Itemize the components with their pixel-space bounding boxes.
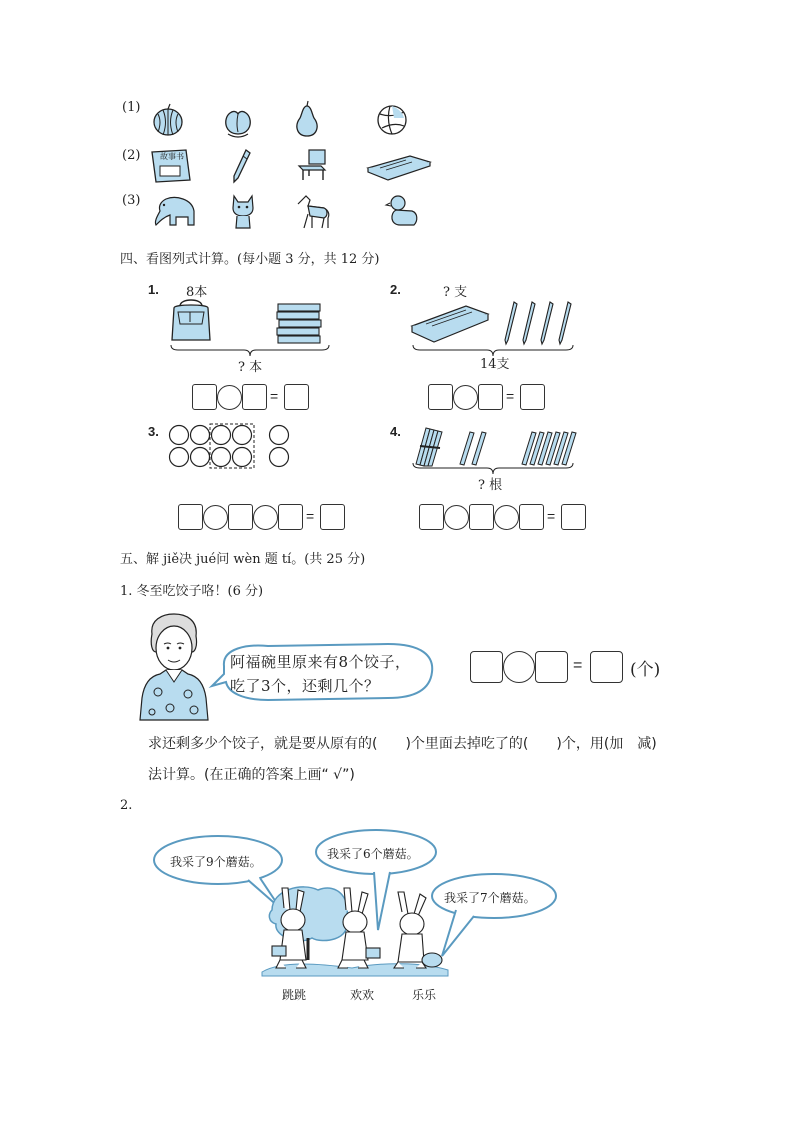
pens-icon (500, 300, 578, 346)
row-label-1: (1) (122, 100, 141, 115)
operator-circle[interactable] (503, 651, 535, 683)
answer-box[interactable] (284, 384, 309, 410)
answer-box[interactable] (470, 651, 503, 683)
equals-sign: = (573, 657, 583, 674)
answer-box[interactable] (320, 504, 345, 530)
bubble-2-text: 我采了6个蘑菇。 (327, 847, 419, 861)
duck-icon (386, 193, 420, 229)
circles-figure (168, 423, 294, 469)
pear-icon (292, 100, 322, 138)
q1-number: 1. (148, 282, 159, 297)
book-stack-icon (274, 302, 324, 344)
answer-box[interactable] (278, 504, 303, 530)
operator-circle[interactable] (453, 385, 478, 410)
p5-q2-number: 2. (120, 798, 133, 813)
grandma-illustration (138, 612, 210, 722)
speech-line-2: 吃了3个，还剩几个？ (230, 677, 380, 695)
q1-top-label: 8本 (186, 285, 208, 300)
answer-box[interactable] (178, 504, 203, 530)
answer-box[interactable] (478, 384, 503, 410)
operator-circle[interactable] (444, 505, 469, 530)
answer-box[interactable] (519, 504, 544, 530)
answer-box[interactable] (428, 384, 453, 410)
horse-icon (294, 192, 334, 232)
watermelon-icon (150, 102, 186, 138)
operator-circle[interactable] (203, 505, 228, 530)
elephant-icon (150, 193, 200, 229)
answer-box[interactable] (228, 504, 253, 530)
part5-title: 五、解 jiě决 jué问 wèn 题 tí。(共 25 分) (120, 552, 366, 567)
equals-sign: = (270, 388, 279, 404)
speech-line-1: 阿福碗里原来有8个饺子， (230, 653, 411, 671)
answer-box[interactable] (192, 384, 217, 410)
answer-box[interactable] (469, 504, 494, 530)
equals-sign: = (547, 508, 556, 524)
answer-box[interactable] (535, 651, 568, 683)
q2-bottom-label: 14支 (480, 357, 510, 372)
row-label-2: (2) (122, 148, 141, 163)
operator-circle[interactable] (217, 385, 242, 410)
operator-circle[interactable] (494, 505, 519, 530)
equals-sign: = (306, 508, 315, 524)
peach-icon (220, 104, 256, 138)
ball-icon (376, 104, 408, 136)
q2-top-label: ? 支 (443, 285, 468, 300)
p5-q1-title: 1. 冬至吃饺子咯！(6 分) (120, 584, 264, 599)
q4-number: 4. (390, 424, 401, 439)
p5-q1-text-line1: 求还剩多少个饺子，就是要从原有的( )个里面去掉吃了的( )个，用(加 减) (148, 736, 657, 752)
rabbit-name-3: 乐乐 (412, 988, 437, 1002)
storybook-label: 故事书 (160, 152, 184, 161)
chair-icon (295, 148, 329, 182)
operator-circle[interactable] (253, 505, 278, 530)
bubble-3-text: 我采了7个蘑菇。 (444, 891, 536, 905)
backpack-icon (168, 296, 224, 346)
row-label-3: (3) (122, 193, 141, 208)
answer-box[interactable] (590, 651, 623, 683)
bubble-1-text: 我采了9个蘑菇。 (170, 855, 262, 869)
q1-bottom-label: ? 本 (238, 360, 263, 375)
part4-title: 四、看图列式计算。(每小题 3 分，共 12 分) (120, 252, 380, 267)
q4-bottom-label: ? 根 (478, 478, 503, 493)
rabbit-name-2: 欢欢 (350, 988, 375, 1002)
answer-box[interactable] (561, 504, 586, 530)
pen-icon (230, 148, 252, 186)
q2-number: 2. (390, 282, 401, 297)
cat-icon (228, 192, 258, 230)
answer-box[interactable] (419, 504, 444, 530)
rabbit-name-1: 跳跳 (282, 988, 307, 1002)
speech-bubble (208, 640, 438, 706)
rabbits-scene (262, 880, 452, 980)
q3-number: 3. (148, 424, 159, 439)
p5-q1-text-line2: 法计算。(在正确的答案上画“ √”) (148, 767, 355, 783)
pencil-box-icon (410, 300, 490, 344)
answer-box[interactable] (242, 384, 267, 410)
pencil-case-icon (366, 150, 432, 182)
equals-sign: = (506, 388, 515, 404)
unit-label: (个) (630, 660, 661, 680)
answer-box[interactable] (520, 384, 545, 410)
